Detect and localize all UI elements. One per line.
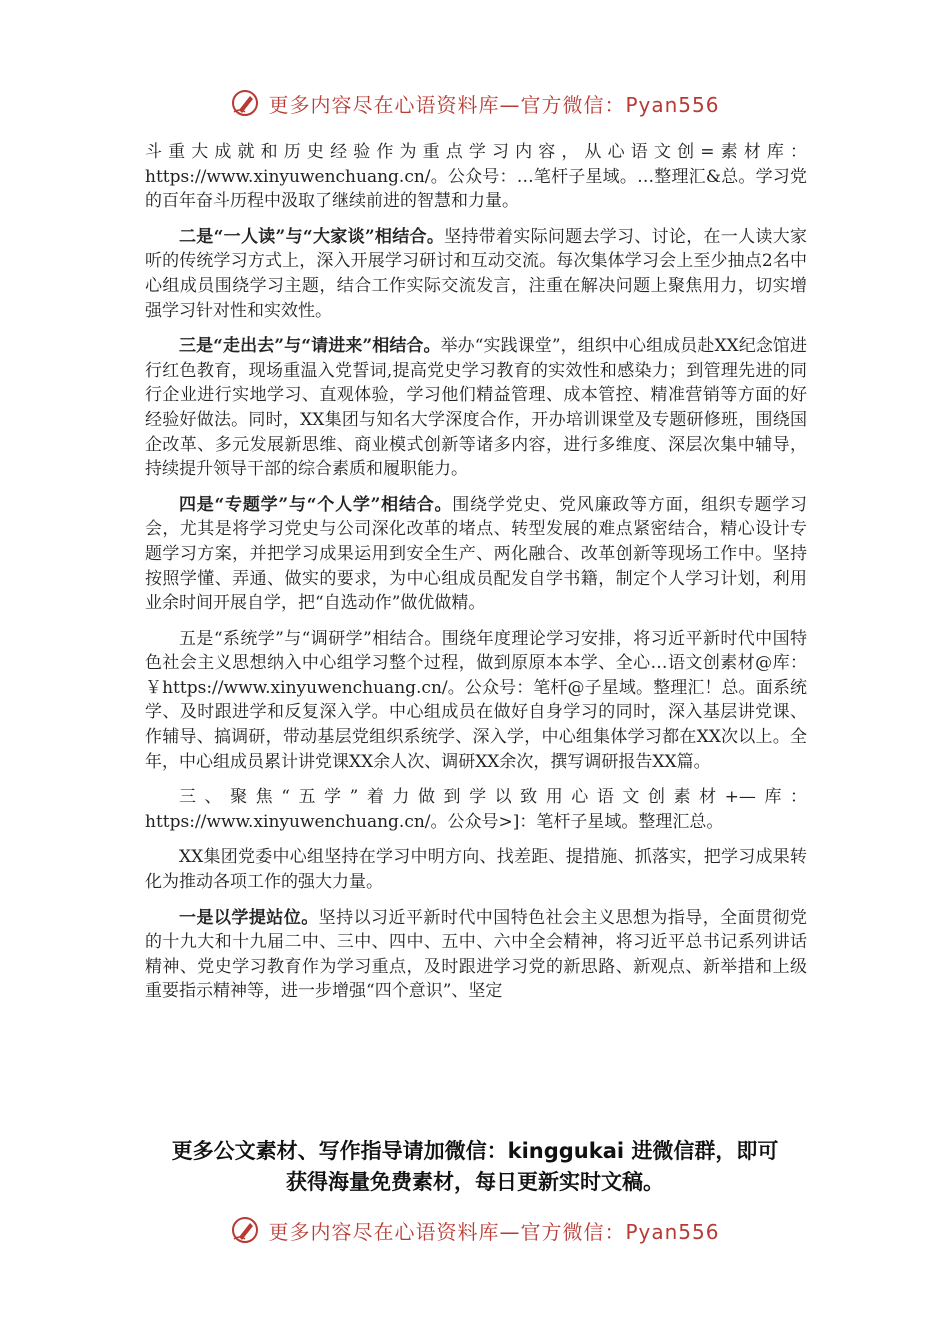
paragraph [145,225,807,323]
paragraph [145,785,807,834]
paragraph-text: 坚持带着实际问题去学习、讨论，在一人读大家听的传统学习方式上，深入开展学习研讨和互动交流。每次集体学习会上至少抽点2名中心组成员围绕学习主题，结合工作实际交流发言，注重在解决问题上聚焦用力，切实增强学习针对性和实效性。 [145,226,807,321]
watermark-footer [0,1210,950,1250]
promo-notice [140,1136,810,1198]
paragraph-text: 举办“实践课堂”，组织中心组成员赴XX纪念馆进行红色教育，现场重温入党誓词,提高党史学习教育的实效性和感染力；到管理先进的同行企业进行实地学习、直观体验，学习他们精益管理、成本管控、精准营销等方面的好经验好做法。同时，XX集团与知名大学深度合作，开办培训课堂及专题研修班，围绕国企改革、多元发展新思维、商业模式创新等诸多内容，进行多维度、深层次集中辅导，持续提升领导干部的综合素质和履职能力。 [145,336,807,480]
promo-line-2: 获得海量免费素材，每日更新实时文稿。 [286,1170,664,1194]
paragraph-text: 坚持以习近平新时代中国特色社会主义思想为指导，全面贯彻党的十九大和十九届二中、三中、四中、五中、六中全会精神，将习近平总书记系列讲话精神、党史学习教育作为学习重点，及时跟进学习党的新思路、新观点、新举措和上级重要指示精神等，进一步增强“四个意识”、坚定 [145,907,808,1002]
paragraph [145,140,807,214]
paragraph-lead: 四是“专题学”与“个人学”相结合。 [179,494,453,515]
watermark-text: 更多内容尽在心语资料库—官方微信：Pyan556 [268,1219,720,1244]
paragraph-text: 围绕学党史、党风廉政等方面，组织专题学习会，尤其是将学习党史与公司深化改革的堵点、转型发展的难点紧密结合，精心设计专题学习方案，并把学习成果运用到安全生产、两化融合、改革创新等现场工作中。坚持按照学懂、弄通、做实的要求，为中心组成员配发自学书籍，制定个人学习计划，利用业余时间开展自学，把“自选动作”做优做精。 [145,494,807,614]
paragraph-lead: 三是“走出去”与“请进来”相结合。 [179,336,441,357]
paragraph-text: XX集团党委中心组坚持在学习中明方向、找差距、提措施、抓落实，把学习成果转化为推动各项工作的强大力量。 [145,847,807,893]
paragraph [145,493,807,616]
pen-logo-icon [230,88,260,118]
pen-logo-icon [230,1215,260,1245]
paragraph-lead: 一是以学提站位。 [179,907,319,928]
watermark-header [0,83,950,123]
paragraph-text: 三、聚焦“五学”着力做到学以致用心语文创素材+—库：https://www.xinyuwenchuang.cn/。公众号>]：笔杆子星域。整理汇总。 [145,787,807,832]
paragraph [145,334,807,482]
promo-line-1: 更多公文素材、写作指导请加微信：kinggukai 进微信群，即可 [171,1139,779,1163]
paragraph [145,845,807,894]
paragraph [145,627,807,775]
paragraph-lead: 二是“一人读”与“大家谈”相结合。 [179,226,445,247]
document-body [145,140,807,1015]
paragraph [145,906,807,1004]
paragraph-text: 五是“系统学”与“调研学”相结合。围绕年度理论学习安排，将习近平新时代中国特色社会主义思想纳入中心组学习整个过程，做到原原本本学、全心…语文创素材@库：￥https://www.xinyuwenchuang.cn/。公众号：笔杆@子星域。整理汇！总。面系统学、及时跟进学和反复深入学。中心组成员在做好自身学习的同时，深入基层讲党课、作辅导、搞调研，带动基层党组织系统学、深入学，中心组集体学习都在XX次以上。全年，中心组成员累计讲党课XX余人次、调研XX余次，撰写调研报告XX篇。 [145,628,807,772]
paragraph-text: 斗重大成就和历史经验作为重点学习内容，从心语文创=素材库：https://www.xinyuwenchuang.cn/。公众号：…笔杆子星域。…整理汇&总。学习党的百年奋斗历程中汲取了继续前进的智慧和力量。 [145,142,807,212]
watermark-text: 更多内容尽在心语资料库—官方微信：Pyan556 [268,92,720,117]
